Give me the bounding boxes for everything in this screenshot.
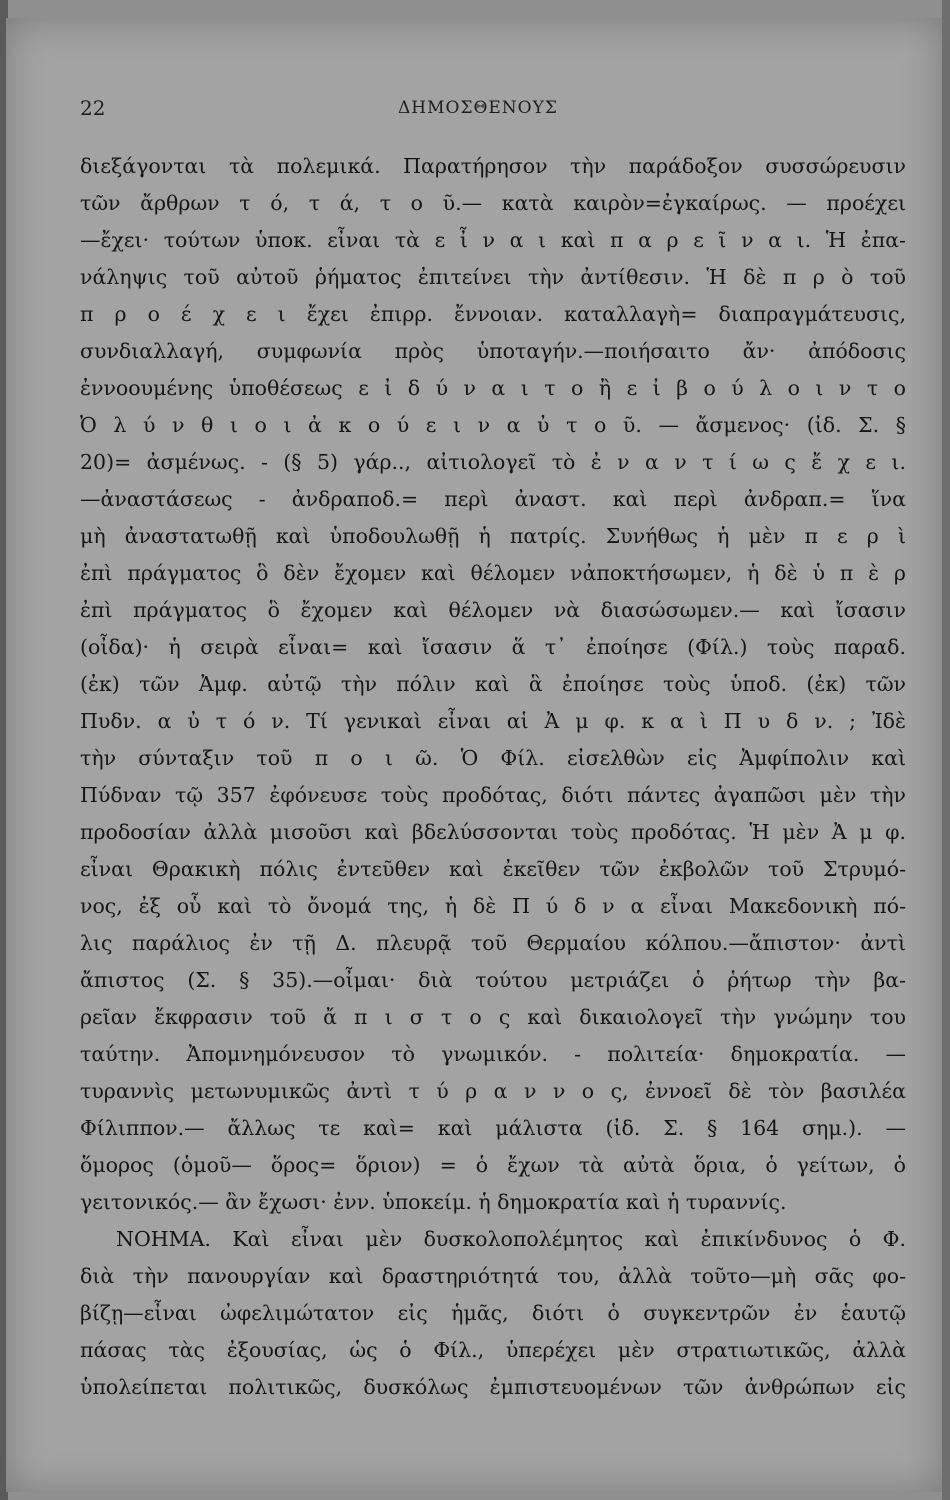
text-line: Φίλιππον.— ἄλλως τε καὶ= καὶ μάλιστα (ἰδ. Σ. § 164 σημ.). —	[80, 1116, 906, 1140]
text-line: τῶν ἄρθρων τ ό, τ ά, τ ο ῦ.— κατὰ καιρὸν=ἐγκαίρως. — προέχει	[80, 191, 906, 215]
text-line: τυραννὶς μετωνυμικῶς ἀντὶ τ ύ ρ α ν ν ο ς, ἐννοεῖ δὲ τὸν βασιλέα	[80, 1079, 906, 1103]
page-header	[0, 96, 950, 126]
text-line: (ἐκ) τῶν Ἀμφ. αὐτῷ τὴν πόλιν καὶ ἃ ἐποίησε τοὺς ὑποδ. (ἐκ) τῶν	[80, 672, 906, 696]
text-line: π ρ ο έ χ ε ι ἔχει ἐπιρρ. ἔννοιαν. καταλλαγὴ= διαπραγμάτευσις,	[80, 302, 906, 326]
text-line: ἐπὶ πράγματος ὃ ἔχομεν καὶ θέλομεν νὰ διασώσωμεν.— καὶ ἴσασιν	[80, 598, 906, 622]
text-line: διεξάγονται τὰ πολεμικά. Παρατήρησον τὴν παράδοξον συσσώρευσιν	[80, 154, 906, 178]
running-title: ΔΗΜΟΣΘΕΝΟΥΣ	[398, 98, 558, 118]
text-line: βίζῃ—εἶναι ὠφελιμώτατον εἰς ἡμᾶς, διότι ὁ συγκεντρῶν ἐν ἑαυτῷ	[80, 1301, 906, 1325]
text-line-noima: ΝΟΗΜΑ. Καὶ εἶναι μὲν δυσκολοπολέμητος καὶ ἐπικίνδυνος ὁ Φ.	[116, 1227, 906, 1251]
text-line: εἶναι Θρακικὴ πόλις ἐντεῦθεν καὶ ἐκεῖθεν τῶν ἐκβολῶν τοῦ Στρυμό-	[80, 857, 906, 881]
text-line: ἐννοουμένης ὑποθέσεως ε ἰ δ ύ ν α ι τ ο ἢ ε ἰ β ο ύ λ ο ι ν τ ο	[80, 376, 906, 400]
page-number: 22	[80, 96, 106, 120]
text-line: ρεῖαν ἔκφρασιν τοῦ ἄ π ι σ τ ο ς καὶ δικαιολογεῖ τὴν γνώμην του	[80, 1005, 906, 1029]
text-line: νος, ἐξ οὗ καὶ τὸ ὄνομά της, ἡ δὲ Π ύ δ ν α εἶναι Μακεδονικὴ πό-	[80, 894, 906, 918]
text-line: ὑπολείπεται πολιτικῶς, δυσκόλως ἐμπιστευομένων τῶν ἀνθρώπων εἰς	[80, 1375, 906, 1399]
text-line: νάληψις τοῦ αὐτοῦ ῥήματος ἐπιτείνει τὴν ἀντίθεσιν. Ἡ δὲ π ρ ὸ τοῦ	[80, 265, 906, 289]
text-line: —ἀναστάσεως - ἀνδραποδ.= περὶ ἀναστ. καὶ περὶ ἀνδραπ.= ἵνα	[80, 487, 906, 511]
body-text	[80, 148, 906, 1406]
text-line: ἄπιστος (Σ. § 35).—οἶμαι· διὰ τούτου μετριάζει ὁ ῥήτωρ τὴν βα-	[80, 968, 906, 992]
text-line: γειτονικός.— ἂν ἔχωσι· ἐνν. ὑποκείμ. ἡ δημοκρατία καὶ ἡ τυραννίς.	[80, 1190, 787, 1214]
text-line: Πυδν. α ὐ τ ό ν. Τί γενικαὶ εἶναι αἱ Ἀ μ φ. κ α ὶ Π υ δ ν. ; Ἰδὲ	[80, 709, 906, 733]
text-line: τὴν σύνταξιν τοῦ π ο ι ῶ. Ὁ Φίλ. εἰσελθὼν εἰς Ἀμφίπολιν καὶ	[80, 746, 906, 770]
text-line: λις παράλιος ἐν τῇ Δ. πλευρᾷ τοῦ Θερμαίου κόλπου.—ἄπιστον· ἀντὶ	[80, 931, 906, 955]
text-line: προδοσίαν ἀλλὰ μισοῦσι καὶ βδελύσσονται τοὺς προδότας. Ἡ μὲν Ἀ μ φ.	[80, 820, 906, 844]
text-line: πάσας τὰς ἐξουσίας, ὡς ὁ Φίλ., ὑπερέχει μὲν στρατιωτικῶς, ἀλλὰ	[80, 1338, 906, 1362]
text-line: Ὀ λ ύ ν θ ι ο ι ἀ κ ο ύ ε ι ν α ὐ τ ο ῦ. — ἄσμενος· (ἰδ. Σ. §	[80, 413, 906, 437]
text-line: ἐπὶ πράγματος ὃ δὲν ἔχομεν καὶ θέλομεν νἀποκτήσωμεν, ἡ δὲ ὑ π ὲ ρ	[80, 561, 906, 585]
text-line: ταύτην. Ἀπομνημόνευσον τὸ γνωμικόν. - πολιτεία· δημοκρατία. —	[80, 1042, 906, 1066]
text-line: Πύδναν τῷ 357 ἐφόνευσε τοὺς προδότας, διότι πάντες ἀγαπῶσι μὲν τὴν	[80, 783, 906, 807]
scan-edge-right	[942, 0, 950, 1500]
text-line: 20)= ἀσμένως. - (§ 5) γάρ.., αἰτιολογεῖ τὸ ἐ ν α ν τ ί ω ς ἔ χ ε ι.	[80, 450, 906, 474]
text-line: (οἶδα)· ἡ σειρὰ εἶναι= καὶ ἴσασιν ἅ τ᾽ ἐποίησε (Φίλ.) τοὺς παραδ.	[80, 635, 906, 659]
text-line: —ἔχει· τούτων ὑποκ. εἶναι τὰ ε ἶ ν α ι καὶ π α ρ ε ῖ ν α ι. Ἡ ἐπα-	[80, 228, 906, 252]
text-line: ὅμορος (ὁμοῦ— ὅρος= ὅριον) = ὁ ἔχων τὰ αὐτὰ ὅρια, ὁ γείτων, ὁ	[80, 1153, 906, 1177]
text-line: διὰ τὴν πανουργίαν καὶ δραστηριότητά του, ἀλλὰ τοῦτο—μὴ σᾶς φο-	[80, 1264, 906, 1288]
text-line: μὴ ἀναστατωθῇ καὶ ὑποδουλωθῇ ἡ πατρίς. Συνήθως ἡ μὲν π ε ρ ὶ	[80, 524, 906, 548]
text-line: συνδιαλλαγή, συμφωνία πρὸς ὑποταγήν.—ποιήσαιτο ἄν· ἀπόδοσις	[80, 339, 906, 363]
